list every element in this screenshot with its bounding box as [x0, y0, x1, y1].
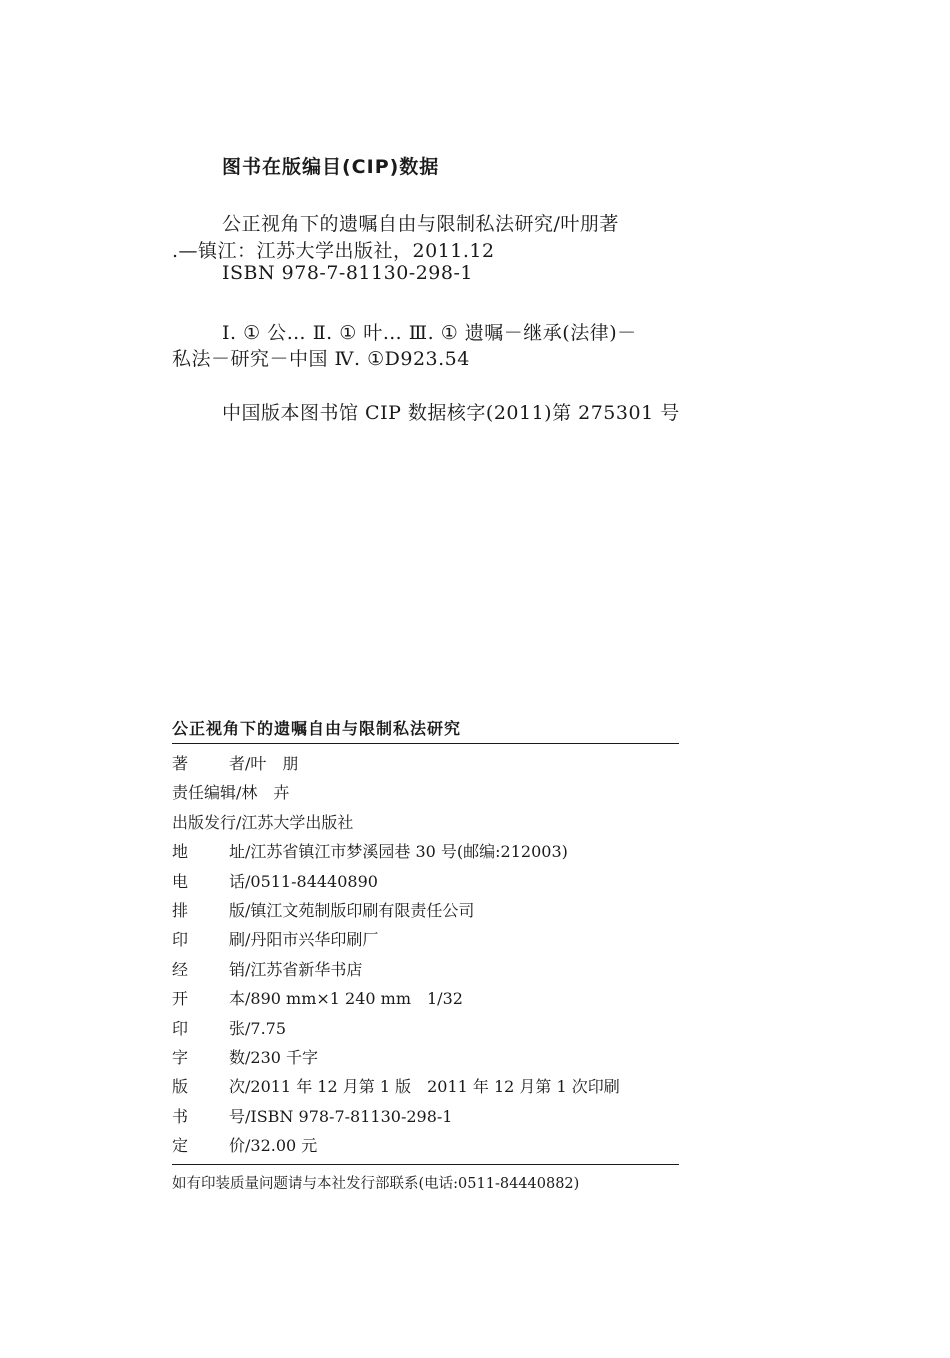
- info-value: 刷/丹阳市兴华印刷厂: [229, 930, 379, 950]
- info-row-address: [172, 837, 682, 866]
- info-value: 价/32.00 元: [229, 1136, 318, 1156]
- cip-line-subject-cont: 私法－研究－中国 Ⅳ. ①D923.54: [172, 348, 470, 370]
- info-value: 次/2011 年 12 月第 1 版 2011 年 12 月第 1 次印刷: [229, 1077, 620, 1097]
- info-value: 话/0511-84440890: [229, 871, 378, 891]
- info-label: 电: [172, 871, 189, 891]
- info-label: 印: [172, 1018, 189, 1038]
- cip-line-isbn: ISBN 978-7-81130-298-1: [222, 262, 473, 284]
- info-row-sheets: [172, 1014, 682, 1043]
- info-row-typesetting: [172, 896, 682, 925]
- colophon-top-rule: [172, 743, 679, 744]
- info-label: 版: [172, 1077, 189, 1097]
- info-label: 定: [172, 1136, 189, 1156]
- colophon-title: 公正视角下的遗嘱自由与限制私法研究: [172, 719, 462, 738]
- info-label: 开: [172, 989, 189, 1009]
- info-value: 版/镇江文苑制版印刷有限责任公司: [229, 900, 475, 920]
- info-row-format: [172, 984, 682, 1013]
- info-value: 本/890 mm×1 240 mm 1/32: [229, 989, 463, 1009]
- colophon-info-list: [172, 749, 682, 1160]
- quality-contact-note: 如有印装质量问题请与本社发行部联系(电话:0511-84440882): [172, 1176, 580, 1192]
- cip-line-publisher: .—镇江：江苏大学出版社，2011.12: [172, 240, 495, 262]
- info-label: 书: [172, 1106, 189, 1126]
- info-row-isbn: [172, 1102, 682, 1131]
- info-row-publisher: [172, 808, 682, 837]
- colophon-bottom-rule: [172, 1164, 679, 1165]
- info-row-distributor: [172, 955, 682, 984]
- info-row-word-count: [172, 1043, 682, 1072]
- info-value: 张/7.75: [229, 1018, 287, 1038]
- info-value: 者/叶 朋: [229, 754, 299, 773]
- info-label: 排: [172, 900, 189, 920]
- info-label: 著: [172, 754, 189, 773]
- info-row-author: [172, 749, 682, 778]
- info-value: 责任编辑/林 卉: [172, 783, 290, 803]
- info-label: 经: [172, 959, 189, 979]
- cip-line-subject: Ⅰ. ① 公… Ⅱ. ① 叶… Ⅲ. ① 遗嘱－继承(法律)－: [222, 322, 637, 344]
- info-value: 销/江苏省新华书店: [229, 959, 363, 979]
- info-value: 出版发行/江苏大学出版社: [172, 812, 354, 832]
- info-row-edition: [172, 1072, 682, 1101]
- cip-line-record-number: 中国版本图书馆 CIP 数据核字(2011)第 275301 号: [222, 402, 680, 424]
- cip-line-title: 公正视角下的遗嘱自由与限制私法研究/叶朋著: [222, 213, 619, 235]
- info-row-phone: [172, 867, 682, 896]
- info-value: 址/江苏省镇江市梦溪园巷 30 号(邮编:212003): [229, 842, 568, 862]
- info-label: 印: [172, 930, 189, 950]
- info-row-printer: [172, 925, 682, 954]
- info-row-price: [172, 1131, 682, 1160]
- info-value: 数/230 千字: [229, 1047, 319, 1067]
- info-value: 号/ISBN 978-7-81130-298-1: [229, 1106, 453, 1126]
- info-row-editor: [172, 778, 682, 807]
- cip-heading: 图书在版编目(CIP)数据: [222, 156, 440, 178]
- info-label: 字: [172, 1047, 189, 1067]
- info-label: 地: [172, 842, 189, 862]
